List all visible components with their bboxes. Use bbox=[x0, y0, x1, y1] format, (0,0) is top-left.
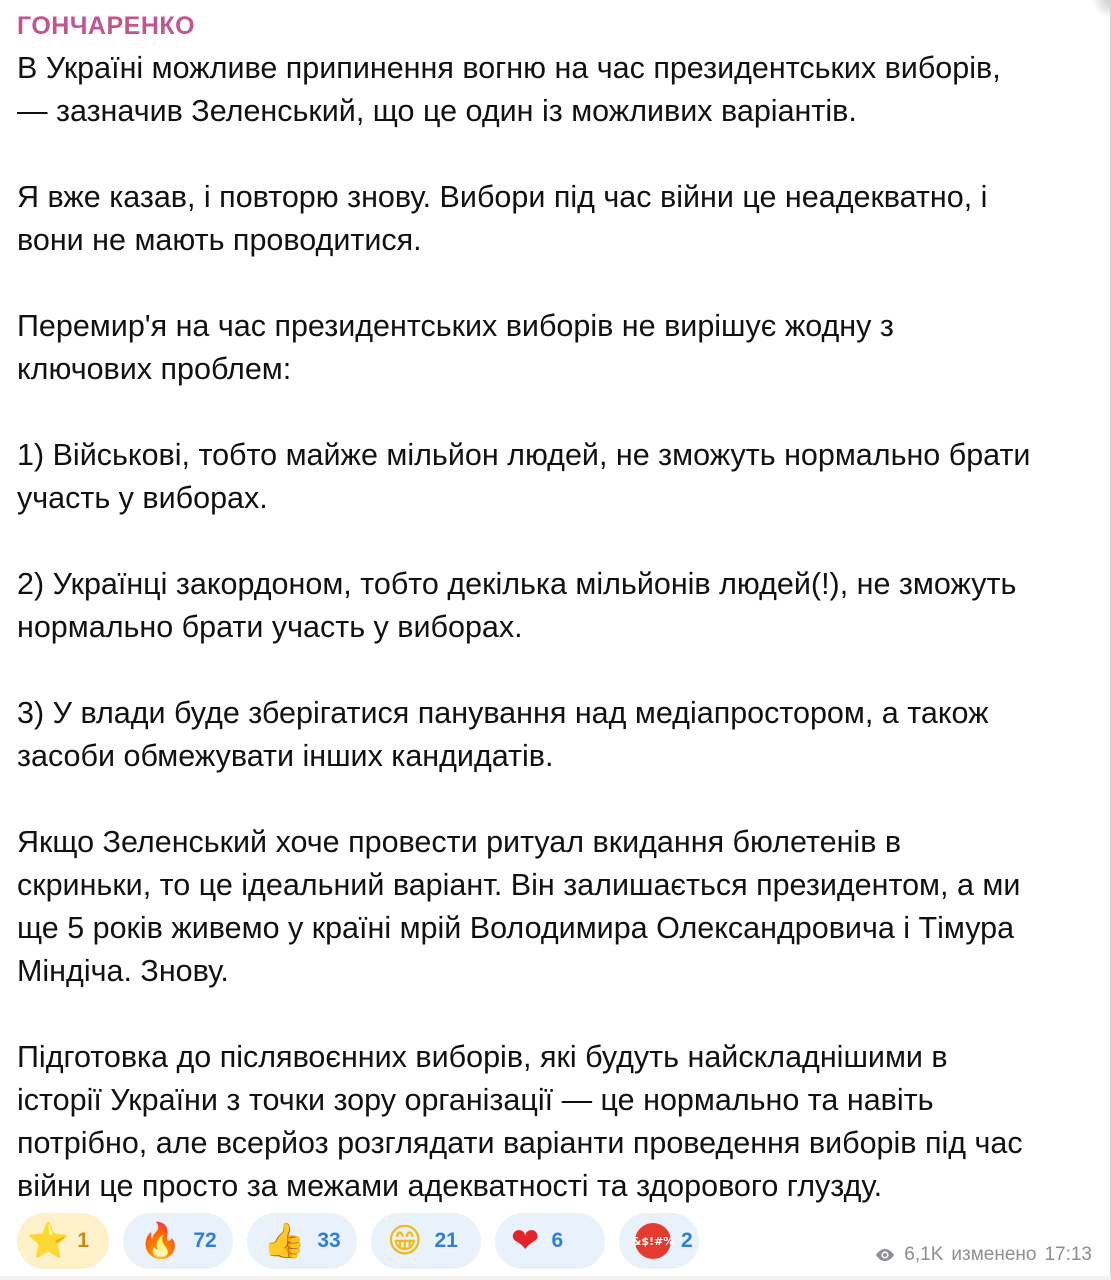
reaction-heart[interactable] bbox=[495, 1213, 605, 1269]
post-time: 17:13 bbox=[1044, 1244, 1092, 1265]
star-icon: ⭐ bbox=[27, 1221, 70, 1261]
reaction-thumbs-up[interactable] bbox=[247, 1213, 357, 1269]
reaction-count: 21 bbox=[434, 1229, 458, 1252]
reaction-cursing-face[interactable] bbox=[619, 1213, 699, 1269]
heart-icon: ❤ bbox=[511, 1221, 540, 1261]
fire-icon: 🔥 bbox=[139, 1221, 182, 1261]
post-paragraph: Підготовка до післявоєнних виборів, які будуть найскладнішими в історії України з точки зору організації — це нормально та навіть потрібно, але всерйоз розглядати варіанти проведення виборів під час війни це просто за межами адекватності та здорового глузду. bbox=[17, 1040, 1023, 1203]
reaction-count: 2 bbox=[681, 1229, 693, 1252]
cursing-face-icon: &$!#% bbox=[635, 1223, 671, 1259]
post-paragraph: 1) Військові, тобто майже мільйон людей, не зможуть нормально брати участь у виборах. bbox=[17, 438, 1031, 515]
post-paragraph: Я вже казав, і повторю знову. Вибори під час війни це неадекватно, і вони не мають проводитися. bbox=[17, 180, 988, 257]
post-paragraph: 2) Українці закордоном, тобто декілька мільйонів людей(!), не зможуть нормально брати участь у виборах. bbox=[17, 567, 1017, 644]
reaction-count: 33 bbox=[317, 1229, 341, 1252]
eye-icon bbox=[874, 1247, 896, 1263]
reactions-bar bbox=[17, 1213, 699, 1271]
sender-name[interactable]: ГОНЧАРЕНКО bbox=[17, 12, 196, 40]
post-meta bbox=[874, 1244, 1092, 1266]
post-paragraph: В Україні можливе припинення вогню на час президентських виборів, — зазначив Зеленський, що це один із можливих варіантів. bbox=[17, 51, 1001, 128]
corner-shadow bbox=[1092, 0, 1110, 18]
reaction-star[interactable] bbox=[17, 1213, 109, 1269]
view-count: 6,1K bbox=[904, 1244, 944, 1265]
post-body bbox=[17, 47, 1102, 1208]
reaction-fire[interactable] bbox=[123, 1213, 233, 1269]
post-paragraph: Перемир'я на час президентських виборів не вирішує жодну з ключових проблем: bbox=[17, 309, 894, 386]
reaction-count: 1 bbox=[77, 1229, 90, 1252]
thumbs-up-icon: 👍 bbox=[263, 1221, 306, 1261]
grin-icon: 😁 bbox=[387, 1221, 423, 1261]
post-paragraph: 3) У влади буде зберігатися панування над медіапростором, а також засоби обмежувати інших кандидатів. bbox=[17, 696, 989, 773]
bottom-divider bbox=[0, 1276, 1111, 1280]
post-paragraph: Якщо Зеленський хоче провести ритуал вкидання бюлетенів в скриньки, то це ідеальний варіант. Він залишається президентом, а ми ще 5 років живемо у країні мрій Володимира Олександровича і Тімура Міндіча. Знову. bbox=[17, 825, 1021, 988]
reaction-count: 72 bbox=[193, 1229, 217, 1252]
edited-label: изменено bbox=[951, 1244, 1037, 1265]
reaction-count: 6 bbox=[551, 1229, 564, 1252]
reaction-grin[interactable] bbox=[371, 1213, 481, 1269]
